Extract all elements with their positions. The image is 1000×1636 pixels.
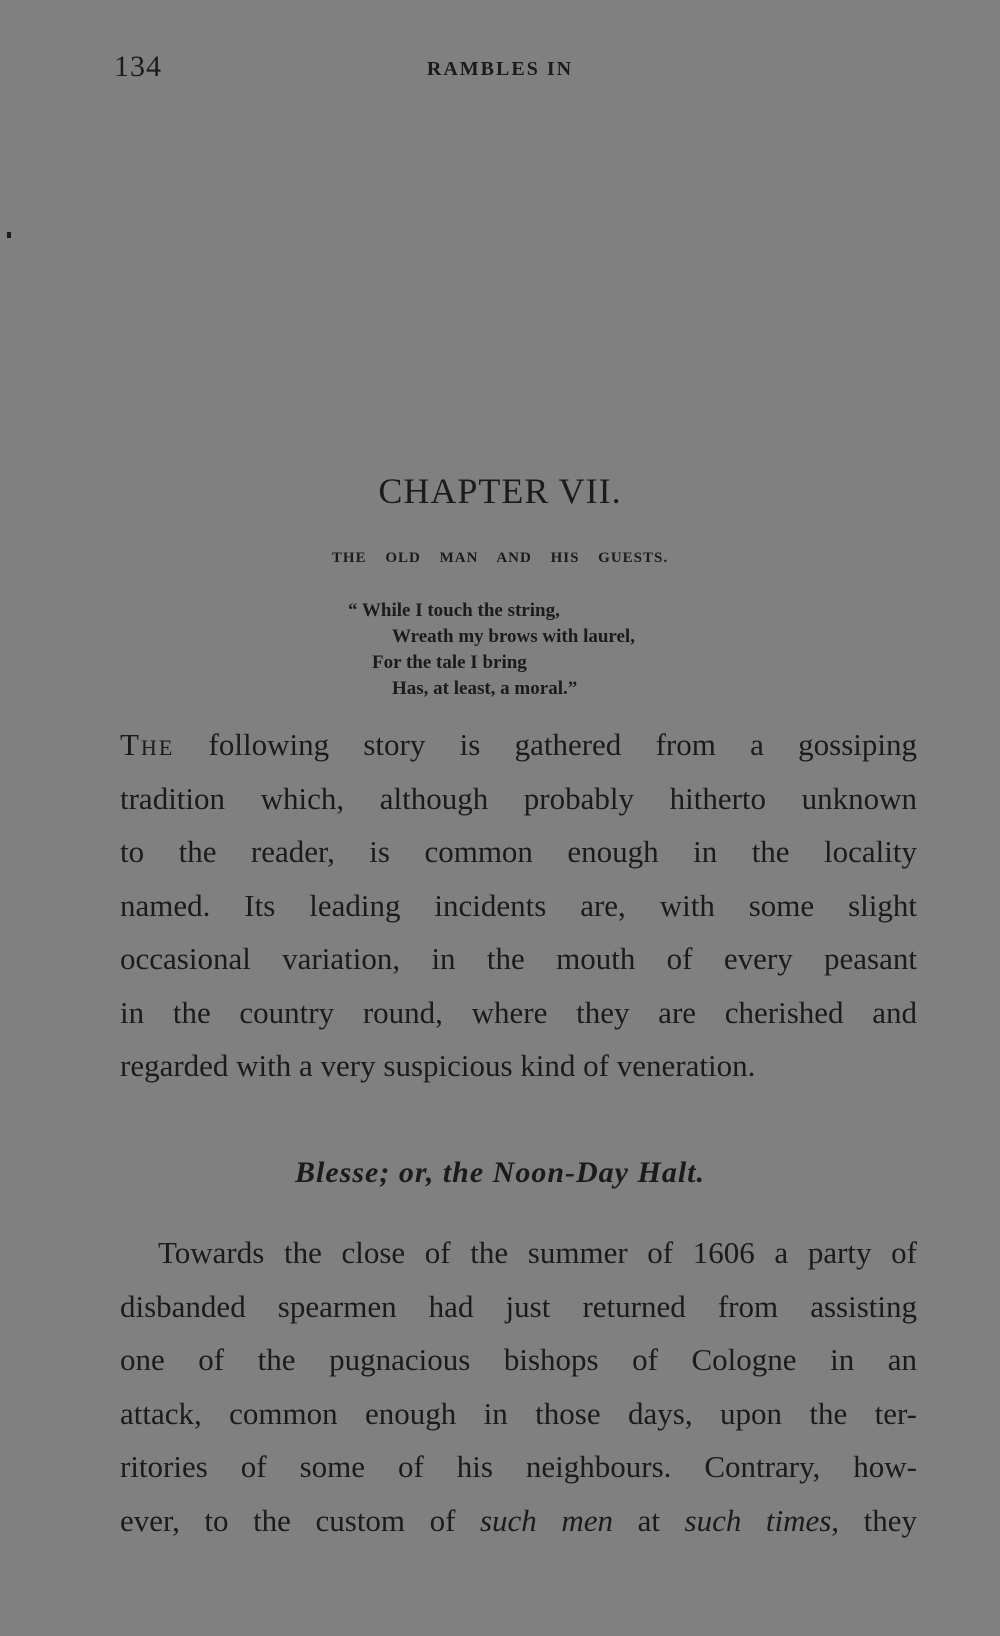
dropcap-word: The (120, 727, 175, 762)
running-head: RAMBLES IN (426, 58, 574, 80)
line-text: following story is gathered from a gossiping (174, 727, 917, 762)
page-number: 134 (114, 50, 162, 83)
paragraph-line: one of the pugnacious bishops of Cologne in an (120, 1342, 917, 1377)
line-text: at (613, 1502, 685, 1538)
paragraph-line: to the reader, is common enough in the locality (120, 834, 917, 869)
line-text: they (839, 1502, 917, 1538)
paragraph-line: ritories of some of his neighbours. Contrary, how- (120, 1449, 917, 1484)
italic-text: such men (479, 1502, 614, 1538)
paragraph-line: occasional variation, in the mouth of every peasant (120, 941, 917, 976)
epigraph-line: For the tale I bring (372, 652, 527, 673)
paragraph-line: attack, common enough in those days, upon the ter- (120, 1395, 917, 1431)
story-paragraph (120, 1226, 917, 1547)
paragraph-line (120, 1494, 917, 1548)
stray-ink-mark (7, 232, 11, 238)
paragraph-line: in the country round, where they are cherished and (120, 994, 917, 1030)
paragraph-line: named. Its leading incidents are, with some slight (120, 887, 917, 923)
epigraph-line: “ While I touch the string, (348, 600, 560, 621)
chapter-title: CHAPTER VII. (378, 471, 622, 511)
paragraph-line: regarded with a very suspicious kind of veneration. (120, 1048, 756, 1083)
paragraph-line: tradition which, although probably hitherto unknown (120, 780, 917, 816)
epigraph (340, 598, 635, 702)
paragraph-line: disbanded spearmen had just returned from assisting (120, 1288, 917, 1324)
epigraph-line: Has, at least, a moral.” (392, 678, 578, 699)
line-text: ever, to the custom of (120, 1502, 480, 1538)
italic-text: such times, (684, 1502, 840, 1538)
paragraph-line (120, 718, 917, 772)
epigraph-line: Wreath my brows with laurel, (392, 626, 635, 647)
paragraph-line: Towards the close of the summer of 1606 a party of (158, 1235, 917, 1270)
section-heading: Blesse; or, the Noon-Day Halt. (295, 1156, 705, 1189)
intro-paragraph (120, 718, 917, 1093)
chapter-subtitle: THE OLD MAN AND HIS GUESTS. (331, 550, 669, 566)
